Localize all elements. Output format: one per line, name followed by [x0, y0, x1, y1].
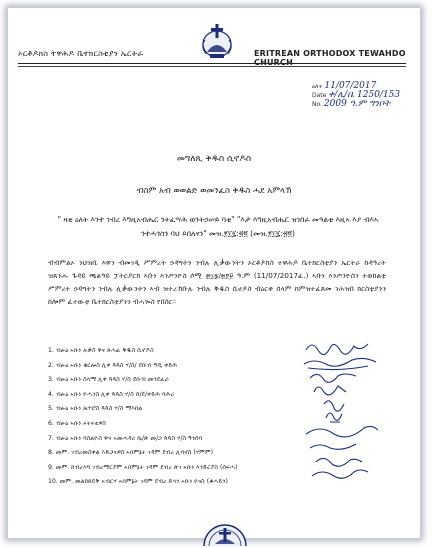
church-emblem-icon	[194, 22, 240, 62]
signatory-item: 5. ብፁዕ ኣቡነ ጴጥሮስ ጳጳስ ሃ/ስ ማእከል	[48, 405, 143, 413]
header-title-english: ERITREAN ORTHODOX TEWAHDO CHURCH	[254, 49, 406, 67]
date-value: ቀ/ሊ/ቤ 1250/153	[328, 90, 401, 100]
signatory-item: 3. ብፁዕ ኣቡነ ስላማ ሊቀ ጳጳስ ሃ/ስ ደቡብ መንደፈራ	[48, 376, 170, 384]
signature-9	[316, 458, 362, 466]
announcement-paragraph: ብብምልኦ ንህዝቢ እዋን ብመገዲ ሥምረት ኃዳግትን ንብሉ ሊቃውንትን ኦርቶዶክስ ተዋሕዶ ቤተክርስቲያን ኤርትራ ከዳዓረት ዝጸንሑ ጉዳይ ጫልዓይ ፓትርያርክ ኣቡነ እንጦንዮስ ሶሚ ፳፲፮/፳፻፱ ዓ.ም (11/07/2017ፈ.) ኣቡነ እንጦንዮስን ተወከልቲ ሥምረተ ኃዳግትን ንብሉ ሊቃውንትን ኣብ ዝተረኸቡሉ ንብሉ ቅዱስ ሲኖዶስ ብዕርቀ ሰላም ከምዝተፈጸመ ንሕዝበ ክርስቲያንን ከሎም ፈተውቲ ቤተክርስቲያንን ብሓጐስ የበስር።	[48, 258, 386, 306]
signatory-item: 7. ብፁዕ ኣቡነ ባስልዮስ ዋና ኣመሓዳሪ ቤ/ጽ መ/ጋ ጳጳስ ሃ/ስ ዓንሰባ	[48, 434, 203, 442]
signatory-item: 9. መም. ክብረእግ ገብረማርያም ኣበምኔት ገዳም ደብረ ጽገ ኣቡነ እንድርያስ (ሰፍሓ)	[48, 463, 238, 471]
signature-4	[314, 386, 346, 395]
signatory-item: 4. ብፁዕ ኣቡነ ዮሓንስ ሊቀ ጳጳስ ሃ/ስ ሰ/ደ/ቀይሕ ባሕሪ	[48, 390, 175, 398]
church-seal-icon	[200, 504, 250, 546]
signature-10	[312, 470, 368, 478]
scripture-quote: " ዛቲ ዕለት እንተ ገብረ እግዚአብሔር ንትፈሣሕ ወንትኃሠይ ባቲ" "እታ እግዚአብሔር ዝገበራ መዓልቲ እዚኣ እያ ብእኣ ንተሓጎስን ባህ ይበለናን" መዝ.፻፲፯:፳፬ (መዝ.፻፲፯:፳፬)	[57, 215, 379, 238]
number-value: 2009 ዓ.ም ግንቦት	[323, 99, 391, 109]
signature-5	[324, 401, 344, 411]
signatory-item: 2. ብፁዕ ኣቡነ ቄርሎስ ሊቀ ጳጳስ ሃ/ስ/ ደቡብ ዓዲ ቀይሕ	[48, 361, 178, 369]
reference-block	[312, 82, 400, 109]
signatory-item: 8. መም. ገብረመስቀል እድጋናዎስ ኣበምኔት ገዳም ደብረ ሊባኖስ (ሃምም)	[48, 449, 214, 457]
ref-label: ዕለት	[312, 83, 323, 90]
signature-8	[310, 444, 356, 449]
document-title: መግለጺ ቅዱስ ሲኖዶስ	[176, 154, 252, 164]
signatory-item: 10. መም. መልከጸዴቅ ኣብርሃ ኣበምኔት ገዳም ደብረ ድጓን ኣቡነ ዮናስ (ቆሓይን)	[48, 478, 228, 486]
document-invocation: ብስም አብ ወወልድ ወመንፈስ ቅዱስ ሓደ አምላኽ	[136, 186, 292, 196]
signatory-item: 6. ብፁዕ ኣቡነ ኣትናቴዎስ	[48, 419, 106, 427]
document-page	[7, 7, 421, 539]
signatory-item: 1. ብፁዕ ኣቡነ ሉቃስ ዋና ጸሓፊ ቅዱስ ሲኖዶስ	[48, 347, 154, 354]
signature-6	[326, 413, 342, 422]
signature-1	[306, 344, 368, 355]
ref-value: 11/07/2017	[324, 81, 377, 91]
signatory-list	[48, 344, 298, 490]
header-divider-thin	[18, 66, 406, 67]
signature-3	[310, 374, 356, 382]
number-label: No.	[312, 101, 322, 108]
signature-2	[304, 358, 376, 369]
date-label: Date	[312, 92, 327, 99]
handwritten-signatures	[300, 338, 390, 498]
header-divider	[18, 63, 406, 64]
header-title-tigrinya: ኦርቶዶክስ ተዋሕዶ ቤተክርስቲያን ኤርትራ	[18, 49, 144, 58]
signature-7	[306, 426, 378, 437]
